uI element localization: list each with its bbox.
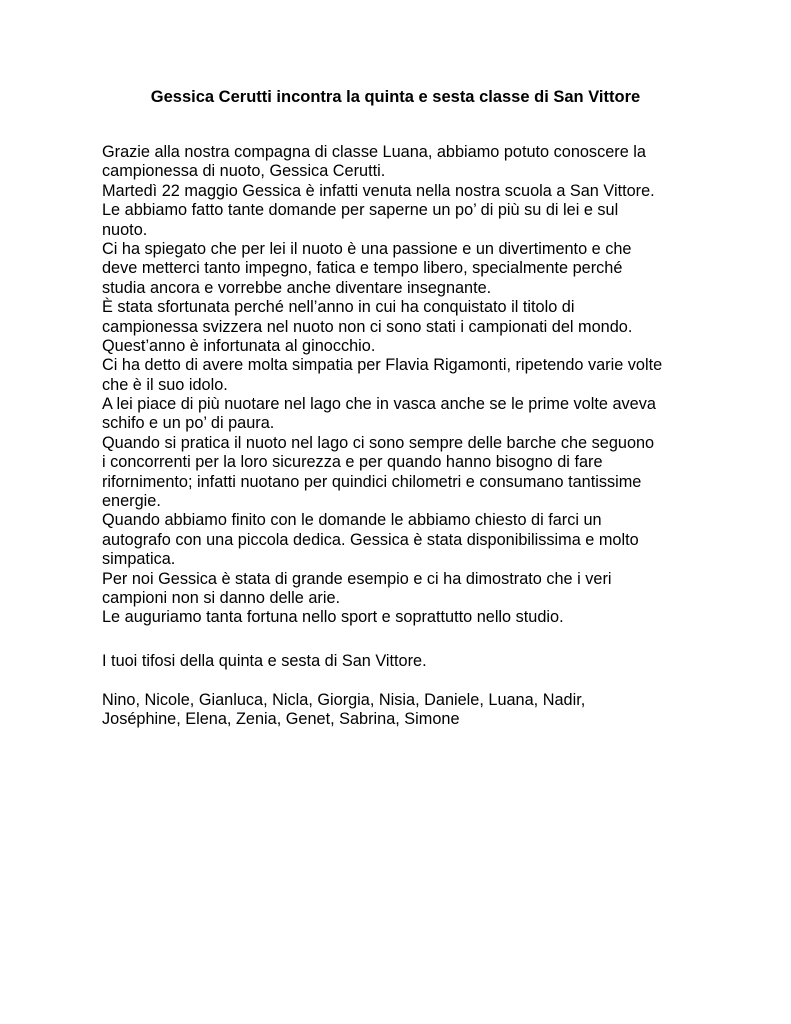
body-line: Quando abbiamo finito con le domande le abbiamo chiesto di farci un: [102, 511, 602, 530]
body-line: Le auguriamo tanta fortuna nello sport e soprattutto nello studio.: [102, 608, 564, 627]
body-line: nuoto.: [102, 220, 148, 239]
body-line: Quest’anno è infortunata al ginocchio.: [102, 336, 376, 355]
body-line: campionessa svizzera nel nuoto non ci sono stati i campionati del mondo.: [102, 317, 633, 336]
closing-text: I tuoi tifosi della quinta e sesta di San Vittore.: [102, 652, 427, 670]
body-line: rifornimento; infatti nuotano per quindici chilometri e consumano tantissime: [102, 472, 642, 491]
body-line: A lei piace di più nuotare nel lago che in vasca anche se le prime volte aveva: [102, 395, 656, 414]
closing-line: [102, 652, 702, 671]
body-line: studia ancora e vorrebbe anche diventare insegnante.: [102, 278, 492, 297]
body-line: Grazie alla nostra compagna di classe Luana, abbiamo potuto conoscere la: [102, 143, 646, 161]
signature-names: [102, 691, 702, 730]
document-title: Gessica Cerutti incontra la quinta e sesta classe di San Vittore: [150, 88, 641, 106]
body-line: Quando si pratica il nuoto nel lago ci sono sempre delle barche che seguono: [102, 433, 655, 452]
names-line: Joséphine, Elena, Zenia, Genet, Sabrina, Simone: [102, 710, 460, 729]
body-line: energie.: [102, 492, 161, 511]
body-line: Ci ha spiegato che per lei il nuoto è una passione e un divertimento e che: [102, 239, 632, 258]
body-line: Martedì 22 maggio Gessica è infatti venuta nella nostra scuola a San Vittore.: [102, 181, 655, 200]
body-line: Ci ha detto di avere molta simpatia per Flavia Rigamonti, ripetendo varie volte: [102, 356, 663, 375]
body-line: autografo con una piccola dedica. Gessica è stata disponibilissima e molto: [102, 530, 639, 549]
body-line: campionessa di nuoto, Gessica Cerutti.: [102, 162, 386, 181]
body-line: schifo e un po’ di paura.: [102, 414, 275, 433]
body-line: deve metterci tanto impegno, fatica e tempo libero, specialmente perché: [102, 259, 623, 278]
article-body: [102, 143, 702, 628]
names-line: Nino, Nicole, Gianluca, Nicla, Giorgia, Nisia, Daniele, Luana, Nadir,: [102, 691, 586, 709]
body-line: che è il suo idolo.: [102, 375, 228, 394]
body-line: È stata sfortunata perché nell’anno in cui ha conquistato il titolo di: [102, 298, 575, 317]
body-line: Per noi Gessica è stata di grande esempio e ci ha dimostrato che i veri: [102, 569, 612, 588]
body-line: Le abbiamo fatto tante domande per saperne un po’ di più su di lei e sul: [102, 201, 619, 220]
body-line: campioni non si danno delle arie.: [102, 588, 341, 607]
body-line: i concorrenti per la loro sicurezza e per quando hanno bisogno di fare: [102, 453, 603, 472]
body-line: simpatica.: [102, 550, 176, 569]
